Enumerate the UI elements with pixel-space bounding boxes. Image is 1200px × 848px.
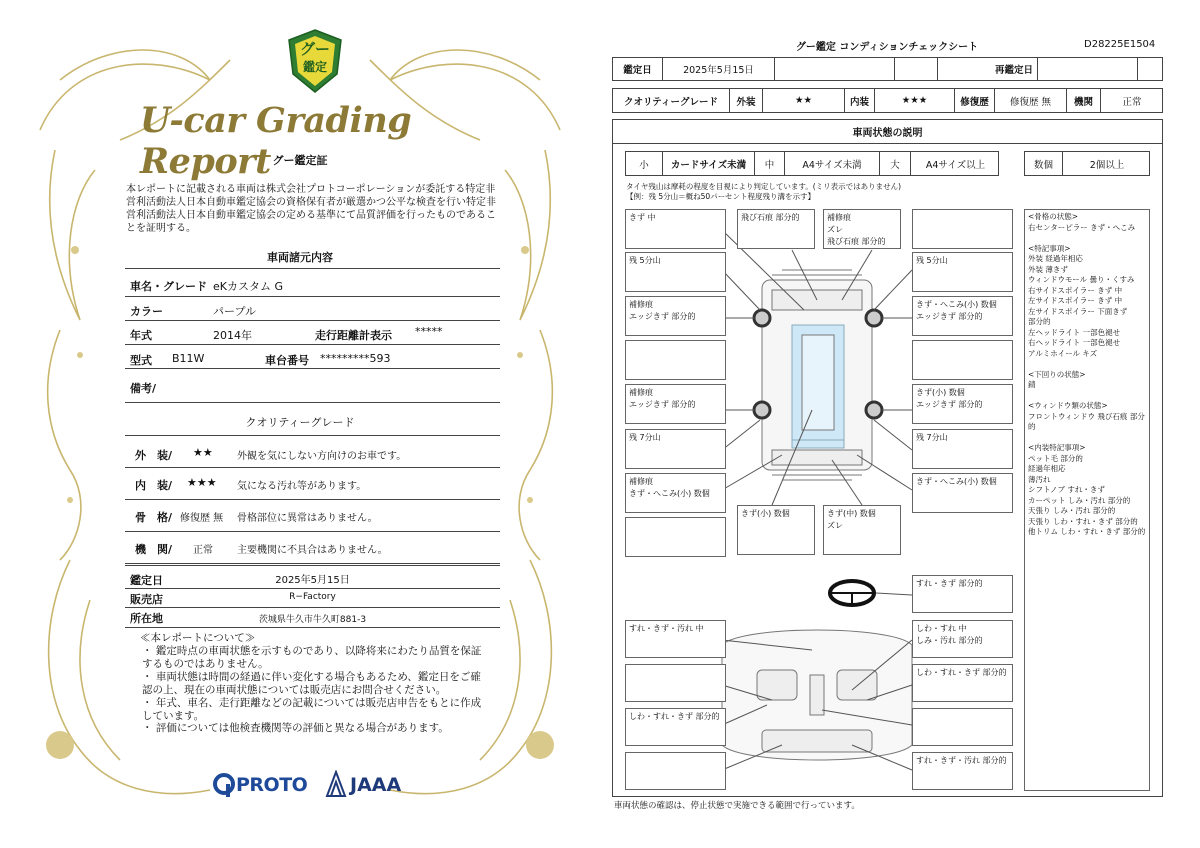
steering-wheel-icon [830,581,874,605]
size-medium-desc: A4サイズ未満 [785,152,880,175]
rep-label: 修復歴 [955,89,995,112]
blank-cell [775,58,895,80]
tire-note-box: 残 5分山 [912,252,1013,292]
name-value: eKカスタム G [213,280,284,293]
int-label: 内装 [845,89,875,112]
notice-item: ・ 鑑定時点の車両状態を示すものであり、以降将来にわたり品質を保証するものではありません。 [142,645,482,670]
condition-note: 飛び石痕 部分的 [737,209,815,249]
tire-note-box: 残 7分山 [912,429,1013,469]
condition-note: 補修痕 エッジきず 部分的 [625,384,726,424]
tire-note-box: 残 7分山 [625,429,726,469]
qg-label: クオリティーグレード [613,89,730,112]
notice-item: ・ 年式、車名、走行距離などの記載については販売店申告をもとに作成しています。 [142,697,482,722]
size-medium: 中 [755,152,785,175]
blank-cell [1038,58,1138,80]
interior-note: しわ・すれ・きず 部分的 [912,664,1013,702]
interior-note: しわ・すれ 中 しみ・汚れ 部分的 [912,620,1013,658]
model-label: 型式 [130,354,152,367]
eng-value: 正常 [1122,96,1142,108]
report-title: U-car Grading Report [140,100,412,182]
size-small: 小 [626,152,663,175]
badge-line1: グー [299,40,330,58]
spec-heading: 車両諸元内容 [267,251,333,264]
interior-note [912,708,1013,746]
engine-value: 正常 [193,545,213,556]
color-value: パープル [213,305,257,318]
frame-text: 骨格部位に異常はありません。 [237,513,378,524]
frame-label: 骨 格/ [135,511,173,524]
report-subtitle: グー鑑定証 [272,154,328,167]
interior-stars: ★★★ [187,476,217,489]
ext-value: ★★ [763,89,845,112]
date-row [612,57,1163,81]
color-label: カラー [130,305,163,318]
date-value: 2025年5月15日 [663,58,775,80]
count-label: 数個 [1025,152,1063,175]
date-value: 2025年5月15日 [275,575,350,586]
mileage-value: ***** [415,325,443,338]
remarks-label: 備考/ [130,382,157,395]
quality-grade-row [612,88,1163,113]
count-value: 2個以上 [1089,159,1125,171]
eng-label: 機関 [1067,89,1101,112]
tire-note-box: 残 5分山 [625,252,726,292]
condition-note: きず(小) 数個 [737,505,815,555]
exterior-text: 外観を気にしない方向けのお車です。 [237,451,407,462]
interior-note: すれ・きず・汚れ 中 [625,620,726,658]
condition-note: きず(中) 数個 ズレ [823,505,901,555]
exterior-stars: ★★ [193,446,213,459]
condition-note: 補修痕 ズレ 飛び石痕 部分的 [823,209,901,249]
status-title: 車両状態の説明 [612,119,1163,144]
re-date-label: 再鑑定日 [938,58,1038,80]
engine-label: 機 関/ [135,543,173,556]
size-large-desc: A4サイズ以上 [925,159,986,171]
sheet-title: グー鑑定 コンディションチェックシート [795,42,979,53]
condition-note [625,517,726,557]
condition-note [625,340,726,380]
condition-note: きず(小) 数個 エッジきず 部分的 [912,384,1013,424]
interior-note [625,664,726,702]
interior-label: 内 装/ [135,479,173,492]
date-label: 鑑定日 [130,574,163,587]
quality-heading: クオリティーグレード [245,416,355,429]
footer-note: 車両状態の確認は、停止状態で実施できる範囲で行っています。 [614,801,860,811]
ext-label: 外装 [730,89,763,112]
chassis-value: *********593 [320,352,391,365]
notice-heading: ≪本レポートについて≫ [140,632,256,644]
condition-note: すれ・きず 部分的 [912,575,1013,613]
sheet-id: D28225E1504 [1084,39,1156,50]
condition-note: きず・へこみ(小) 数個 エッジきず 部分的 [912,296,1013,336]
condition-note [912,209,1013,249]
condition-note: きず・へこみ(小) 数個 [912,473,1013,513]
dealer-value: R−Factory [289,592,336,602]
intro-text: 本レポートに記載される車両は株式会社プロトコーポレーションが委託する特定非営利活動法人日本自動車鑑定協会の資格保有者が厳選かつ公平な検査を行い特定非営利活動法人日本自動車鑑定協会の定める基準にて品質評価を行ったものであることを証明する。 [126,184,496,234]
tire-example: 【例：残 5分山＝概ね50パーセント程度残り溝を示す】 [626,192,816,201]
rep-value: 修復歴 無 [995,89,1067,112]
date-label: 鑑定日 [613,58,663,80]
count-legend [1024,151,1150,176]
chassis-label: 車台番号 [265,354,309,367]
remarks-panel: <骨格の状態> 右センターピラー きず・へこみ <特記事項> 外装 経過年相応 外装 薄きず ウィンドウモール 曇り・くすみ 右サイドスポイラー きず 中 左サイドスポイラー きず 中 左サイドスポイラー 下面きず 部分的 左ヘッドライト 一部色褪せ 右ヘッドライト 一部色褪せ アルミホイール キズ <下回りの状態> 錆 <ウィンドウ類の状態> フロントウィンドウ 飛び石痕 部分的 <内装特記事項> ペット毛 部分的 経過年相応 薄汚れ シフトノブ すれ・きず カーペット しみ・汚れ 部分的 天張り しみ・汚れ 部分的 天張り しわ・すれ・きず 部分的 他トリム しわ・すれ・きず 部分的 [1024,209,1150,791]
jaaa-logo-text: JAAA [350,774,402,796]
badge-line2: 鑑定 [302,60,327,74]
condition-note [912,340,1013,380]
address-label: 所在地 [130,612,163,625]
dealer-label: 販売店 [130,593,163,606]
address-value: 茨城県牛久市牛久町881-3 [258,615,367,625]
int-value: ★★★ [875,89,955,112]
interior-text: 気になる汚れ等があります。 [237,481,367,492]
size-legend [625,151,999,176]
notice-item: ・ 評価については他検査機関等の評価と異なる場合があります。 [142,722,449,734]
condition-note: 補修痕 エッジきず 部分的 [625,296,726,336]
mileage-label: 走行距離計表示 [315,329,392,342]
interior-note: しわ・すれ・きず 部分的 [625,708,726,746]
blank-cell [895,58,938,80]
engine-text: 主要機関に不具合はありません。 [237,545,388,556]
size-large: 大 [880,152,911,175]
interior-note [625,752,726,790]
tire-note: タイヤ残山は摩耗の程度を目視により判定しています。(ミリ表示ではありません) [626,182,902,191]
name-label: 車名・グレード [130,280,207,293]
frame-value: 修復歴 無 [180,513,224,524]
model-value: B11W [172,352,205,365]
condition-note: きず 中 [625,209,726,249]
year-label: 年式 [130,329,152,342]
exterior-label: 外 装/ [135,449,173,462]
size-small-desc: カードサイズ未満 [663,152,755,175]
year-value: 2014年 [213,329,252,342]
proto-logo-text: PROTO [236,774,308,796]
interior-note: すれ・きず・汚れ 部分的 [912,752,1013,790]
condition-note: 補修痕 きず・へこみ(小) 数個 [625,473,726,513]
notice-item: ・ 車両状態は時間の経過に伴い変化する場合もあるため、鑑定日をご確認の上、現在の車両状態については販売店にお問合せください。 [142,671,481,696]
